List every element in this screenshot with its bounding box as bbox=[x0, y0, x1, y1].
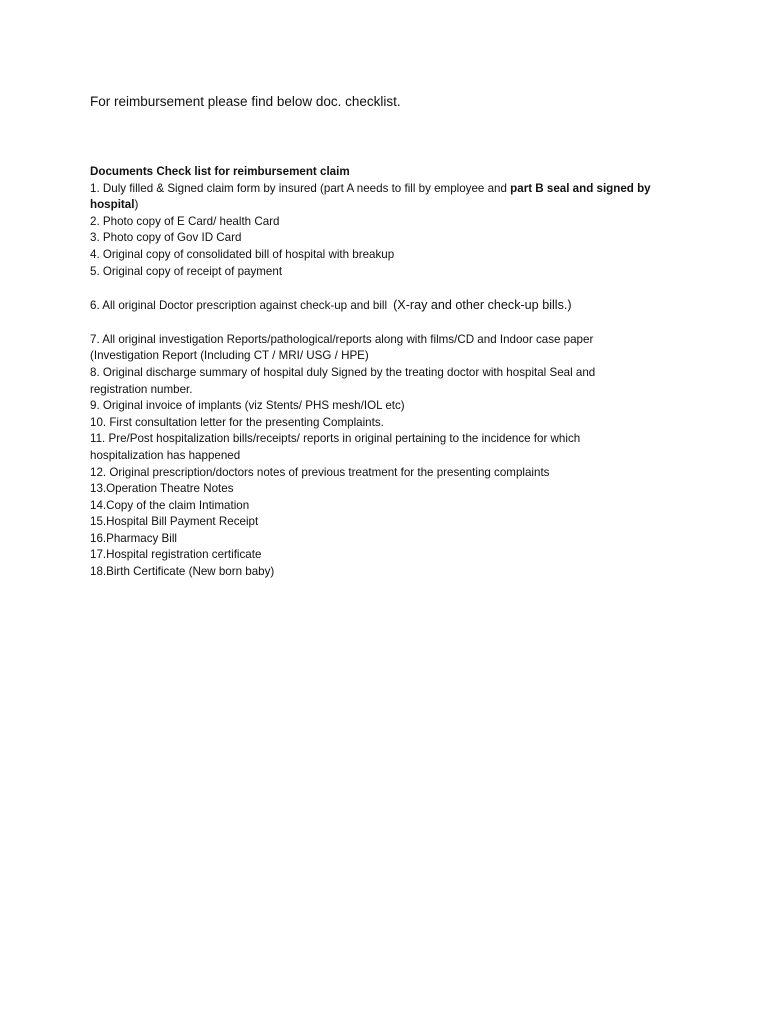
checklist-item-6 bbox=[90, 297, 690, 315]
checklist-title: Documents Check list for reimbursement claim bbox=[90, 165, 350, 178]
checklist-section bbox=[90, 164, 690, 581]
checklist-item-15: 15.Hospital Bill Payment Receipt bbox=[90, 515, 259, 529]
checklist-item-6-note: (X-ray and other check-up bills.) bbox=[393, 298, 572, 313]
checklist-item-11-continued: hospitalization has happened bbox=[90, 448, 241, 462]
checklist-item-5: 5. Original copy of receipt of payment bbox=[90, 264, 283, 278]
spacer bbox=[90, 315, 690, 332]
checklist-item-1-suffix: ) bbox=[134, 198, 139, 212]
checklist-item-17: 17.Hospital registration certificate bbox=[90, 548, 262, 562]
checklist-item-8-continued: registration number. bbox=[90, 382, 193, 396]
checklist-item-10: 10. First consultation letter for the presenting Complaints. bbox=[90, 415, 384, 429]
checklist-item-18: 18.Birth Certificate (New born baby) bbox=[90, 565, 275, 579]
intro-text: For reimbursement please find below doc. checklist. bbox=[90, 94, 401, 109]
checklist-item-2: 2. Photo copy of E Card/ health Card bbox=[90, 214, 280, 228]
checklist-item-9: 9. Original invoice of implants (viz Stents/ PHS mesh/IOL etc) bbox=[90, 399, 405, 413]
spacer bbox=[90, 280, 690, 297]
checklist-item-16: 16.Pharmacy Bill bbox=[90, 531, 177, 545]
checklist-item-7: 7. All original investigation Reports/pathological/reports along with films/CD and Indoor case paper bbox=[90, 332, 594, 346]
checklist-item-12: 12. Original prescription/doctors notes of previous treatment for the presenting complaints bbox=[90, 465, 550, 479]
checklist-item-1 bbox=[90, 181, 690, 214]
checklist-item-3: 3. Photo copy of Gov ID Card bbox=[90, 231, 242, 245]
checklist-item-6-text: 6. All original Doctor prescription against check-up and bill bbox=[90, 299, 388, 313]
checklist-item-8: 8. Original discharge summary of hospital duly Signed by the treating doctor with hospital Seal and bbox=[90, 365, 596, 379]
checklist-item-1-text: 1. Duly filled & Signed claim form by insured (part A needs to fill by employee and bbox=[90, 181, 511, 195]
checklist-item-13: 13.Operation Theatre Notes bbox=[90, 482, 234, 496]
checklist-item-11: 11. Pre/Post hospitalization bills/receipts/ reports in original pertaining to the incidence for which bbox=[90, 432, 581, 446]
checklist-item-1-bold: part B seal and signed by hospital bbox=[90, 181, 651, 212]
checklist-item-14: 14.Copy of the claim Intimation bbox=[90, 498, 250, 512]
checklist-item-4: 4. Original copy of consolidated bill of hospital with breakup bbox=[90, 247, 395, 261]
checklist-item-7-continued: (Investigation Report (Including CT / MRI/ USG / HPE) bbox=[90, 349, 369, 363]
